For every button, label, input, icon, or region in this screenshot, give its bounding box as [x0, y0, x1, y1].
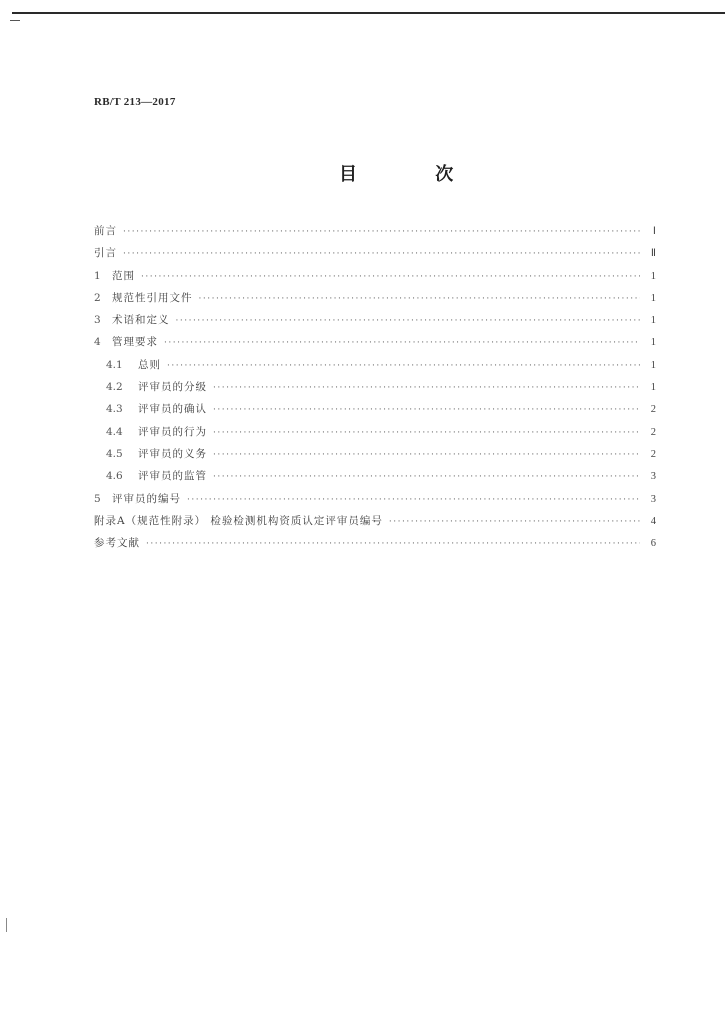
toc-entry-label: 评审员的监管 [138, 470, 207, 483]
toc-leader-dots [167, 355, 640, 377]
toc-entry-page: 4 [650, 515, 656, 527]
page-title: 目 次 [339, 164, 490, 185]
toc-entry-number: 2 [94, 291, 101, 304]
toc-entry-label: 术语和定义 [112, 314, 170, 327]
toc-entry-number: 4.3 [106, 403, 123, 416]
toc-leader-dots [213, 399, 640, 421]
toc-entry[interactable] [94, 354, 656, 376]
toc-leader-dots [213, 377, 640, 399]
toc-entry-page: 6 [650, 538, 656, 550]
scan-edge-mark-bottom [6, 918, 7, 932]
toc-entry-number: 4.6 [106, 470, 123, 483]
toc-entry-label: 评审员的义务 [138, 447, 207, 460]
toc-entry-page: 1 [650, 315, 656, 327]
toc-entry[interactable] [94, 220, 656, 242]
toc-entry-label: 规范性引用文件 [112, 291, 193, 304]
toc-entry-page: 2 [650, 426, 656, 438]
toc-entry-page: Ⅱ [650, 248, 656, 260]
toc-leader-dots [187, 489, 640, 511]
toc-entry[interactable] [94, 510, 656, 532]
toc-leader-dots [213, 422, 640, 444]
toc-entry[interactable] [94, 309, 656, 331]
toc-entry-page: 1 [650, 382, 656, 394]
toc-entry-number: 3 [94, 314, 101, 327]
toc-entry[interactable] [94, 488, 656, 510]
toc-leader-dots [213, 444, 640, 466]
toc-entry[interactable] [94, 421, 656, 443]
toc-entry-page: 1 [650, 359, 656, 371]
toc-leader-dots [199, 288, 641, 310]
toc-entry-label: 评审员的编号 [112, 492, 181, 505]
toc-entry[interactable] [94, 532, 656, 554]
toc-entry-label: 评审员的确认 [138, 403, 207, 416]
toc-leader-dots [123, 221, 640, 243]
toc-entry-page: 2 [650, 448, 656, 460]
toc-entry-label: 参考文献 [94, 537, 140, 550]
toc-entry-label: 评审员的分级 [138, 381, 207, 394]
toc-leader-dots [141, 266, 640, 288]
toc-entry-number: 4.1 [106, 358, 123, 371]
toc-entry-label: 附录A（规范性附录） 检验检测机构资质认定评审员编号 [94, 514, 383, 527]
toc-entry-label: 总则 [138, 358, 161, 371]
toc-entry-number: 4.5 [106, 447, 123, 460]
toc-entry[interactable] [94, 465, 656, 487]
toc-entry-page: 3 [650, 471, 656, 483]
toc-entry[interactable] [94, 376, 656, 398]
toc-leader-dots [213, 466, 640, 488]
toc-entry-number: 4.2 [106, 381, 123, 394]
toc-entry-label: 范围 [112, 269, 135, 282]
top-border-rule [12, 12, 725, 14]
toc-entry-page: Ⅰ [652, 226, 656, 237]
toc-entry[interactable] [94, 331, 656, 353]
toc-entry-page: 1 [650, 270, 656, 282]
table-of-contents [94, 220, 656, 554]
toc-leader-dots [164, 332, 640, 354]
toc-entry-page: 3 [650, 493, 656, 505]
scan-edge-mark [10, 20, 20, 21]
toc-entry[interactable] [94, 287, 656, 309]
toc-leader-dots [123, 243, 640, 265]
toc-entry[interactable] [94, 265, 656, 287]
toc-leader-dots [389, 511, 640, 533]
toc-entry[interactable] [94, 443, 656, 465]
toc-entry-label: 评审员的行为 [138, 425, 207, 438]
toc-entry-label: 引言 [94, 247, 117, 260]
toc-entry[interactable] [94, 398, 656, 420]
toc-entry-number: 5 [94, 492, 101, 505]
document-code: RB/T 213—2017 [94, 96, 176, 108]
toc-entry-page: 1 [650, 337, 656, 349]
toc-entry-number: 4.4 [106, 425, 123, 438]
toc-leader-dots [176, 310, 641, 332]
toc-entry-page: 1 [650, 292, 656, 304]
toc-entry-number: 1 [94, 269, 101, 282]
toc-entry-number: 4 [94, 336, 101, 349]
toc-entry[interactable] [94, 242, 656, 264]
toc-entry-page: 2 [650, 404, 656, 416]
toc-leader-dots [146, 533, 640, 555]
toc-entry-label: 管理要求 [112, 336, 158, 349]
toc-entry-label: 前言 [94, 225, 117, 237]
